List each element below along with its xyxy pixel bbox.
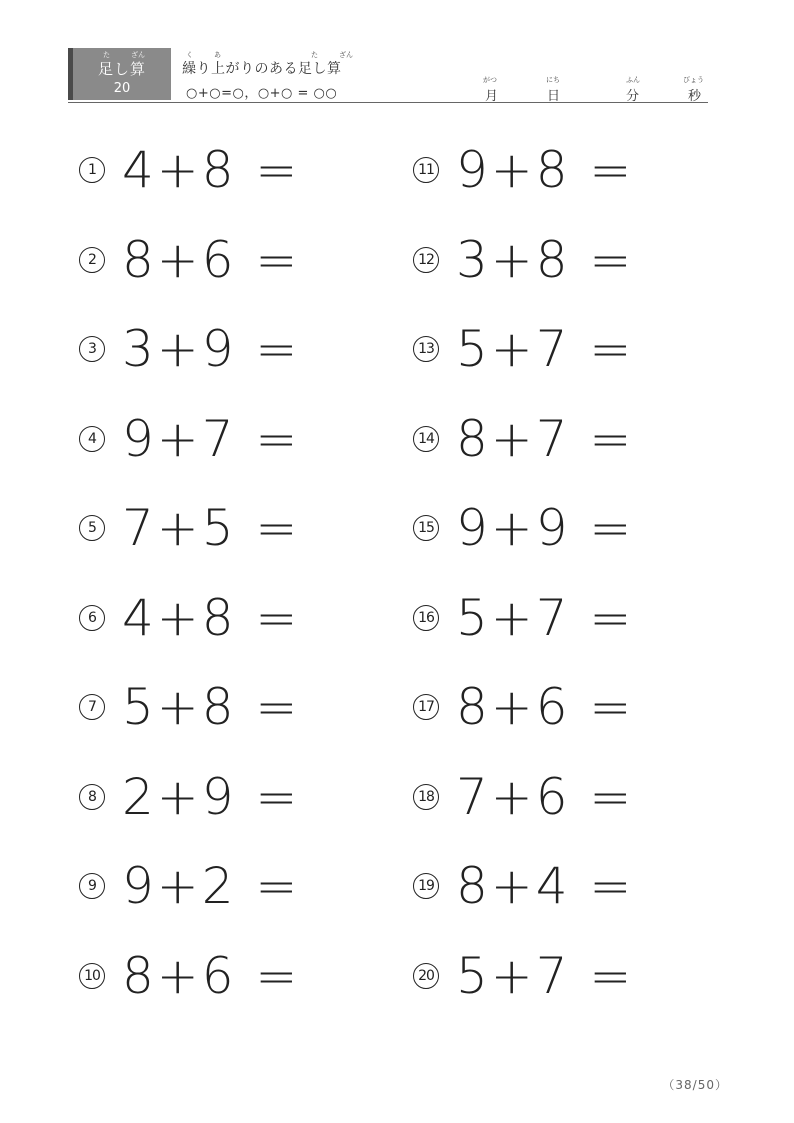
problem-item: [413, 483, 634, 573]
problem-number: 2: [79, 247, 105, 273]
month-label: 月: [485, 89, 499, 104]
problem-item: [413, 752, 634, 842]
problem-expression: 4+8 =: [122, 588, 301, 647]
problem-number: 18: [413, 784, 439, 810]
problem-expression: 5+7 =: [456, 588, 635, 647]
problem-item: [413, 662, 634, 752]
day-label: 日: [547, 89, 561, 104]
problem-expression: 8+4 =: [456, 857, 635, 915]
problem-item: [413, 394, 634, 484]
second-ruby: びょう: [683, 76, 704, 84]
problem-expression: 9+8 =: [456, 141, 635, 199]
worksheet-number: 20: [113, 81, 131, 96]
problem-number: 17: [413, 694, 439, 720]
problem-pattern: ○+○=○，○+○ = ○○: [186, 86, 338, 101]
subtitle-ruby-a: あ: [214, 51, 221, 59]
problem-item: [413, 573, 634, 663]
problem-number: 14: [413, 426, 439, 452]
problem-expression: 8+6 =: [456, 678, 635, 736]
problem-number: 6: [79, 605, 105, 631]
title-ruby-ta: た: [103, 51, 110, 59]
problem-number: 1: [79, 157, 105, 183]
problem-expression: 5+7 =: [456, 946, 635, 1005]
subtitle-ruby-ta: た: [311, 51, 318, 59]
page-counter: （38/50）: [662, 1078, 728, 1092]
problem-number: 11: [413, 157, 439, 183]
problem-item: [79, 304, 300, 394]
problem-item: [79, 125, 300, 215]
problem-item: [413, 125, 634, 215]
problem-item: [79, 483, 300, 573]
problem-number: 19: [413, 873, 439, 899]
problem-item: [413, 841, 634, 931]
problem-number: 15: [413, 515, 439, 541]
problem-item: [79, 662, 300, 752]
title-ruby-zan: ざん: [131, 51, 145, 59]
problem-number: 16: [413, 605, 439, 631]
worksheet-header: [68, 48, 708, 103]
problem-expression: 5+7 =: [456, 320, 635, 378]
problem-expression: 2+9 =: [122, 767, 301, 826]
problem-number: 9: [79, 873, 105, 899]
problem-number: 8: [79, 784, 105, 810]
problem-expression: 8+7 =: [456, 409, 635, 468]
minute-ruby: ふん: [626, 76, 640, 84]
problem-item: [413, 215, 634, 305]
problem-number: 10: [79, 963, 105, 989]
problem-number: 5: [79, 515, 105, 541]
problem-number: 4: [79, 426, 105, 452]
problem-expression: 9+2 =: [122, 857, 301, 915]
problem-number: 7: [79, 694, 105, 720]
second-label: 秒: [688, 89, 702, 104]
problem-item: [413, 931, 634, 1021]
problem-expression: 7+6 =: [456, 767, 635, 826]
subtitle-ruby-ku: く: [186, 51, 193, 59]
worksheet-subtitle: 繰り上がりのある足し算: [182, 61, 342, 77]
problem-expression: 8+6 =: [122, 230, 301, 289]
problem-number: 13: [413, 336, 439, 362]
problem-expression: 8+6 =: [122, 946, 301, 1005]
problem-expression: 9+9 =: [456, 499, 635, 557]
day-ruby: にち: [546, 76, 560, 84]
problem-item: [79, 394, 300, 484]
problem-expression: 5+8 =: [122, 678, 301, 736]
month-ruby: がつ: [483, 76, 497, 84]
problem-item: [79, 215, 300, 305]
problem-item: [79, 573, 300, 663]
problem-number: 3: [79, 336, 105, 362]
problem-expression: 4+8 =: [122, 141, 301, 199]
worksheet-title: 足し算: [97, 60, 146, 78]
minute-label: 分: [626, 89, 640, 104]
problem-item: [79, 752, 300, 842]
problem-expression: 3+8 =: [456, 230, 635, 289]
problem-item: [79, 841, 300, 931]
problem-number: 20: [413, 963, 439, 989]
problem-number: 12: [413, 247, 439, 273]
problem-expression: 7+5 =: [122, 499, 301, 557]
title-box: [68, 48, 171, 100]
problem-expression: 9+7 =: [122, 409, 301, 468]
problem-expression: 3+9 =: [122, 320, 301, 378]
subtitle-ruby-zan: ざん: [339, 51, 353, 59]
problem-item: [413, 304, 634, 394]
problem-item: [79, 931, 300, 1021]
